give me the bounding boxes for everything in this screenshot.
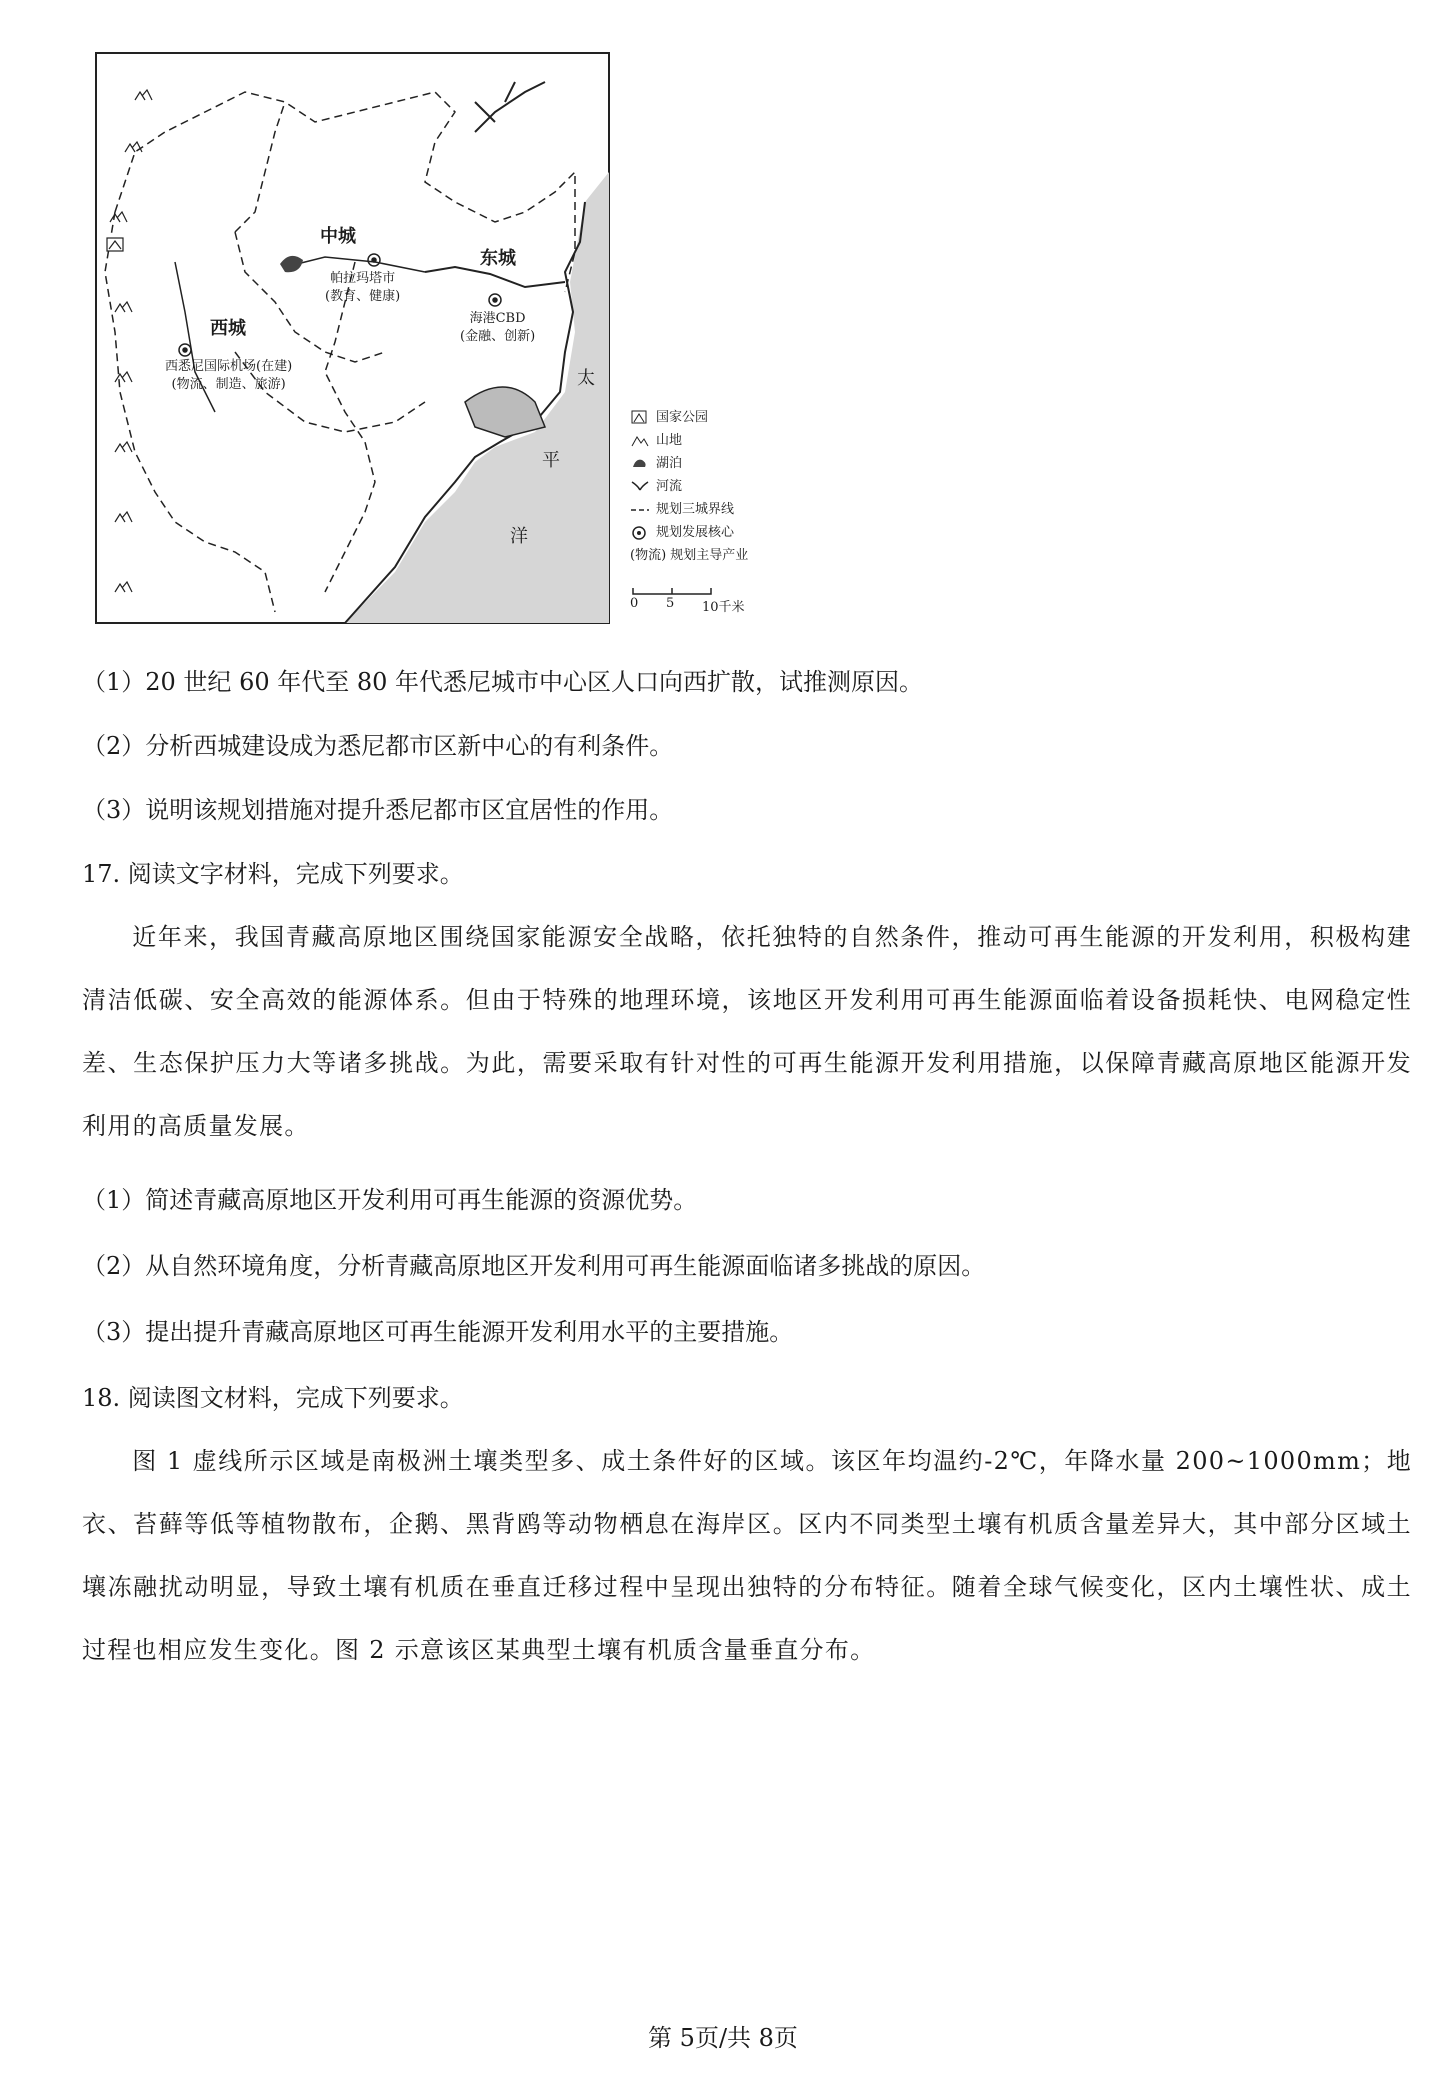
- boundary-line-icon: [630, 501, 650, 518]
- parramatta-name: 帕拉玛塔市: [330, 271, 396, 286]
- legend-label: 规划三城界线: [656, 502, 735, 517]
- label-dongcheng: 东城: [480, 248, 516, 269]
- legend-label: 湖泊: [656, 456, 683, 471]
- q17-material-text: 近年来，我国青藏高原地区围绕国家能源安全战略，依托独特的自然条件，推动可再生能源的开发利用，积极构建清洁低碳、安全高效的能源体系。但由于特殊的地理环境，该地区开发利用可再生能源面临着设备损耗快、电网稳定性差、生态保护压力大等诸多挑战。为此，需要采取有针对性的可再生能源开发利用措施，以保障青藏高原地区能源开发利用的高质量发展。: [82, 923, 1412, 1140]
- legend-label: 山地: [656, 433, 683, 448]
- q18-material: [82, 1430, 1412, 1682]
- ocean-char-1: 太: [577, 368, 595, 389]
- legend-lake: [630, 452, 790, 475]
- legend-label: 河流: [656, 479, 683, 494]
- q18-material-text: 图 1 虚线所示区域是南极洲土壤类型多、成土条件好的区域。该区年均温约-2℃，年降水量 200~1000mm；地衣、苔藓等低等植物散布，企鹅、黑背鸥等动物栖息在海岸区。区内不同类型土壤有机质含量差异大，其中部分区域土壤冻融扰动明显，导致土壤有机质在垂直迁移过程中呈现出独特的分布特征。随着全球气候变化，区内土壤性状、成土过程也相应发生变化。图 2 示意该区某典型土壤有机质含量垂直分布。: [82, 1447, 1412, 1664]
- legend-industry: [630, 544, 790, 567]
- legend-label: 国家公园: [656, 410, 709, 425]
- q17-sub1: （1）简述青藏高原地区开发利用可再生能源的资源优势。: [82, 1186, 698, 1214]
- river-icon: [630, 478, 650, 495]
- mountain-icon: [630, 432, 650, 449]
- harbour-cbd-role: (金融、创新): [460, 329, 536, 344]
- legend-core: [630, 521, 790, 544]
- national-park-icon: [630, 409, 650, 426]
- scale-10: 10千米: [702, 600, 745, 615]
- legend-label: 规划主导产业: [670, 548, 749, 563]
- legend-national-park: [630, 406, 790, 429]
- legend-label: 规划发展核心: [656, 525, 735, 540]
- scale-5: 5: [666, 596, 675, 611]
- q17-sub3: （3）提出提升青藏高原地区可再生能源开发利用水平的主要措施。: [82, 1318, 794, 1346]
- scale-0: 0: [630, 596, 639, 611]
- harbour-cbd-name: 海港CBD: [469, 311, 526, 326]
- q17-sub2: （2）从自然环境角度，分析青藏高原地区开发利用可再生能源面临诸多挑战的原因。: [82, 1252, 986, 1280]
- q16-sub2: （2）分析西城建设成为悉尼都市区新中心的有利条件。: [82, 732, 674, 760]
- ocean-char-3: 洋: [510, 526, 528, 547]
- q16-sub3: （3）说明该规划措施对提升悉尼都市区宜居性的作用。: [82, 796, 674, 824]
- label-xicheng: 西城: [210, 318, 246, 339]
- q17-title: 17. 阅读文字材料，完成下列要求。: [82, 860, 464, 888]
- legend-mountain: [630, 429, 790, 452]
- scale-line: [632, 588, 712, 596]
- scale-bar: [630, 588, 770, 618]
- airport-name: 西悉尼国际机场(在建): [165, 359, 293, 374]
- q18-title: 18. 阅读图文材料，完成下列要求。: [82, 1384, 464, 1412]
- airport-label: [165, 358, 292, 394]
- q16-sub1: （1）20 世纪 60 年代至 80 年代悉尼城市中心区人口向西扩散，试推测原因。: [82, 668, 924, 696]
- parramatta-role: (教育、健康): [325, 289, 401, 304]
- core-icon: [630, 524, 650, 541]
- q17-material: [82, 906, 1412, 1158]
- map-legend: [630, 406, 790, 567]
- legend-river: [630, 475, 790, 498]
- sydney-planning-map: [95, 52, 610, 624]
- ocean-char-2: 平: [542, 450, 560, 471]
- label-zhongcheng: 中城: [320, 226, 356, 247]
- parramatta-label: [325, 270, 400, 306]
- legend-boundary: [630, 498, 790, 521]
- airport-role: (物流、制造、旅游): [171, 377, 286, 392]
- harbour-cbd-label: [460, 310, 535, 346]
- legend-prefix: (物流): [630, 548, 667, 563]
- lake-icon: [630, 455, 650, 472]
- page-footer: 第 5页/共 8页: [648, 2024, 798, 2052]
